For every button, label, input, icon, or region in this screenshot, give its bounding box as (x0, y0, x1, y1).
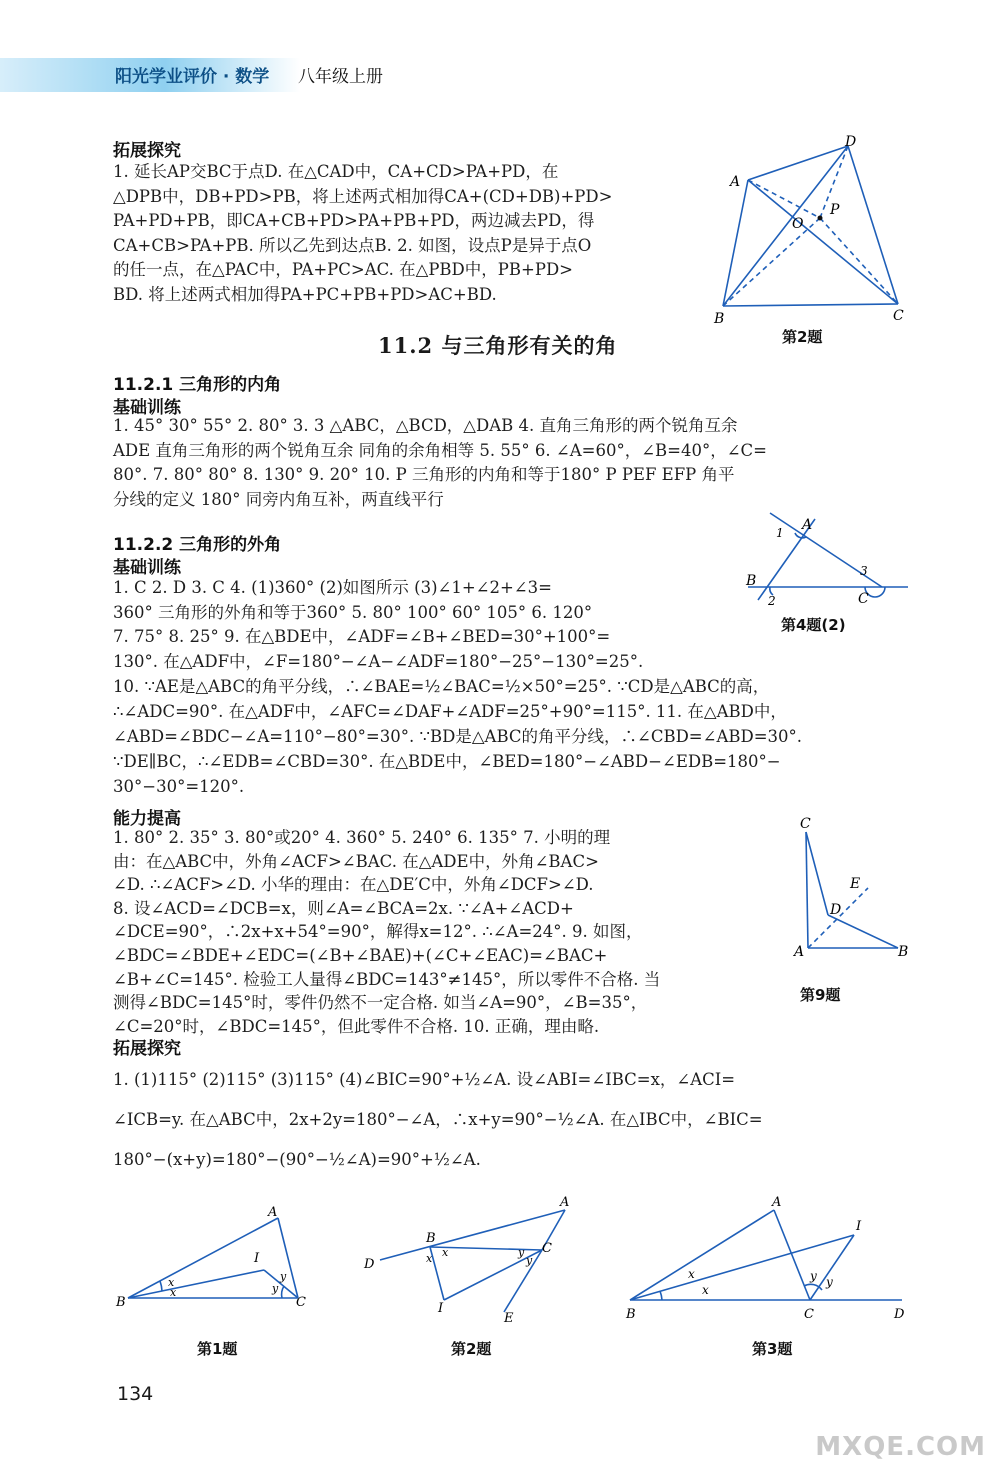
text-line: ∠BDC=∠BDE+∠EDC=(∠B+∠BAE)+(∠C+∠EAC)=∠BAC+ (113, 945, 608, 965)
text-line: ∠ICB=y. 在△ABC中，2x+2y=180°−∠A，∴x+y=90°−½∠A. 在△IBC中，∠BIC= (113, 1110, 763, 1129)
text-line: 360° 三角形的外角和等于360° 5. 80° 100° 60° 105° 6. 120° (113, 602, 593, 622)
figure-bottom-2 (360, 1190, 585, 1325)
page-number: 134 (117, 1383, 154, 1405)
fig-label: C (296, 1295, 306, 1310)
text-line: 由：在△ABC中，外角∠ACF>∠BAC. 在△ADE中，外角∠BAC> (113, 851, 599, 871)
text-line: 7. 75° 8. 25° 9. 在△BDE中，∠ADF=∠B+∠BED=30°+100°= (113, 627, 611, 646)
fig-label: x (688, 1267, 695, 1281)
header-grade: 八年级上册 (298, 67, 383, 87)
section-title: 11.2 与三角形有关的角 (378, 333, 618, 358)
fig-label: C (858, 591, 869, 607)
text-line: 1. (1)115° (2)115° (3)115° (4)∠BIC=90°+½∠A. 设∠ABI=∠IBC=x，∠ACI= (113, 1070, 736, 1089)
text-line: ∠C=20°时，∠BDC=145°，但此零件不合格. 10. 正确，理由略. (113, 1016, 600, 1036)
text-line: ∠D. ∴∠ACF>∠D. 小华的理由：在△DE′C中，外角∠DCF>∠D. (113, 875, 594, 895)
fig-label: P (830, 202, 840, 218)
fig-label: D (830, 902, 842, 918)
fig-label: A (794, 944, 805, 960)
basic1-heading: 基础训练 (113, 398, 181, 418)
fig-label: B (898, 944, 909, 960)
fig-label: x (442, 1246, 449, 1259)
fig-label: A (772, 1195, 782, 1210)
fig-label: I (438, 1301, 444, 1316)
fig-label: 2 (768, 594, 776, 608)
text-line: 分线的定义 180° 同旁内角互补，两直线平行 (113, 489, 444, 509)
fig-label: D (845, 134, 857, 150)
fig-label: x (702, 1283, 709, 1297)
fig-label: C (800, 816, 811, 832)
figure-bottom-1 (110, 1200, 320, 1315)
subsection-title: 11.2.1 三角形的内角 (113, 375, 282, 395)
text-line: ∠ABD=∠BDC−∠A=110°−80°=30°. ∵BD是△ABC的角平分线，∴∠CBD=∠ABD=30°. (113, 727, 803, 746)
fig-label: E (504, 1311, 514, 1325)
fig-q4-caption: 第4题(2) (781, 616, 846, 634)
fig-label: B (426, 1231, 436, 1246)
text-line: 10. ∵AE是△ABC的角平分线，∴∠BAE=½∠BAC=½×50°=25°. ∵CD是△ABC的高， (113, 677, 770, 696)
basic2-heading: 基础训练 (113, 558, 181, 578)
fig-label: 3 (860, 564, 868, 578)
text-line: ADE 直角三角形的两个锐角互余 同角的余角相等 5. 55° 6. ∠A=60°，∠B=40°，∠C= (113, 440, 767, 460)
fig-label: 1 (776, 526, 784, 540)
fig-bottom1-caption: 第1题 (197, 1340, 238, 1358)
fig-label: B (626, 1307, 636, 1322)
text-line: CA+CB>PA+PB. 所以乙先到达点B. 2. 如图，设点P是异于点O (113, 235, 592, 255)
fig-label: E (850, 876, 861, 892)
fig-label: O (792, 216, 804, 232)
fig-label: y (526, 1254, 533, 1267)
fig-label: C (893, 308, 904, 324)
text-line: 1. 45° 30° 55° 2. 80° 3. 3 △ABC，△BCD，△DAB 4. 直角三角形的两个锐角互余 (113, 416, 738, 435)
text-line: 30°−30°=120°. (113, 777, 245, 796)
figure-bottom-3 (622, 1190, 912, 1325)
text-line: 1. 延长AP交BC于点D. 在△CAD中，CA+CD>PA+PD，在 (113, 162, 559, 181)
fig-label: x (168, 1276, 175, 1289)
ext2-heading: 拓展探究 (113, 1039, 181, 1059)
fig-label: C (542, 1241, 552, 1256)
figure-q4 (740, 505, 915, 615)
fig-label: A (730, 174, 741, 190)
fig-bottom3-caption: 第3题 (752, 1340, 793, 1358)
fig-label: y (826, 1275, 833, 1289)
text-line: ∵DE∥BC，∴∠EDB=∠CBD=30°. 在△BDE中，∠BED=180°−∠ABD−∠EDB=180°− (113, 752, 781, 771)
ext1-text (113, 160, 703, 307)
fig-label: y (272, 1282, 279, 1295)
q10-text (113, 674, 908, 799)
ability-text (113, 826, 729, 1038)
ext2-text (113, 1060, 908, 1180)
fig-label: D (894, 1307, 905, 1322)
fig-q9-caption: 第9题 (800, 986, 841, 1004)
fig-label: C (804, 1307, 814, 1322)
fig-label: B (116, 1295, 126, 1310)
figure-q9 (780, 810, 920, 970)
text-line: 的任一点，在△PAC中，PA+PC>AC. 在△PBD中，PB+PD> (113, 260, 573, 279)
fig-label: A (802, 517, 813, 533)
text-line: 180°−(x+y)=180°−(90°−½∠A)=90°+½∠A. (113, 1150, 481, 1169)
header-title: 阳光学业评价 · 数学 (115, 67, 270, 87)
figure-quadrilateral (710, 128, 920, 328)
fig-label: B (714, 311, 725, 327)
text-line: BD. 将上述两式相加得PA+PC+PB+PD>AC+BD. (113, 284, 497, 304)
fig-label: x (426, 1252, 433, 1265)
fig-label: I (856, 1219, 862, 1234)
text-line: 1. C 2. D 3. C 4. (1)360° (2)如图所示 (3)∠1+∠2+∠3= (113, 578, 552, 597)
fig-t2-caption: 第2题 (782, 328, 823, 346)
fig-label: y (280, 1270, 287, 1283)
basic2-text (113, 576, 723, 674)
fig-label: I (254, 1251, 260, 1266)
text-line: PA+PD+PB，即CA+CB+PD>PA+PB+PD，两边减去PD，得 (113, 211, 595, 230)
fig-label: y (518, 1246, 525, 1259)
ability-heading: 能力提高 (113, 809, 181, 829)
text-line: 8. 设∠ACD=∠DCB=x，则∠A=∠BCA=2x. ∵∠A+∠ACD+ (113, 898, 574, 918)
text-line: 80°. 7. 80° 80° 8. 130° 9. 20° 10. P 三角形的内角和等于180° P PEF EFP 角平 (113, 465, 735, 484)
fig-label: A (268, 1205, 278, 1220)
watermark: MXQE.COM (815, 1432, 986, 1462)
text-line: 测得∠BDC=145°时，零件仍然不一定合格. 如当∠A=90°，∠B=35°， (113, 993, 648, 1013)
text-line: ∠DCE=90°，∴2x+x+54°=90°，解得x=12°. ∴∠A=24°. 9. 如图， (113, 922, 643, 942)
fig-label: y (810, 1269, 817, 1283)
text-line: ∠B+∠C=145°. 检验工人量得∠BDC=143°≠145°，所以零件不合格. 当 (113, 969, 661, 989)
fig-bottom2-caption: 第2题 (451, 1340, 492, 1358)
text-line: ∴∠ADC=90°. 在△ADF中，∠AFC=∠DAF+∠ADF=25°+90°=115°. 11. 在△ABD中， (113, 702, 787, 721)
fig-label: x (170, 1286, 177, 1299)
ext1-heading: 拓展探究 (113, 141, 181, 161)
fig-label: D (364, 1257, 375, 1272)
text-line: 130°. 在△ADF中，∠F=180°−∠A−∠ADF=180°−25°−130°=25°. (113, 651, 644, 671)
basic1-text (113, 414, 905, 512)
text-line: △DPB中，DB+PD>PB，将上述两式相加得CA+(CD+DB)+PD> (113, 186, 613, 206)
text-line: 1. 80° 2. 35° 3. 80°或20° 4. 360° 5. 240° 6. 135° 7. 小明的理 (113, 828, 611, 847)
fig-label: A (560, 1195, 570, 1210)
fig-label: B (746, 573, 757, 589)
subsection-title: 11.2.2 三角形的外角 (113, 535, 282, 555)
